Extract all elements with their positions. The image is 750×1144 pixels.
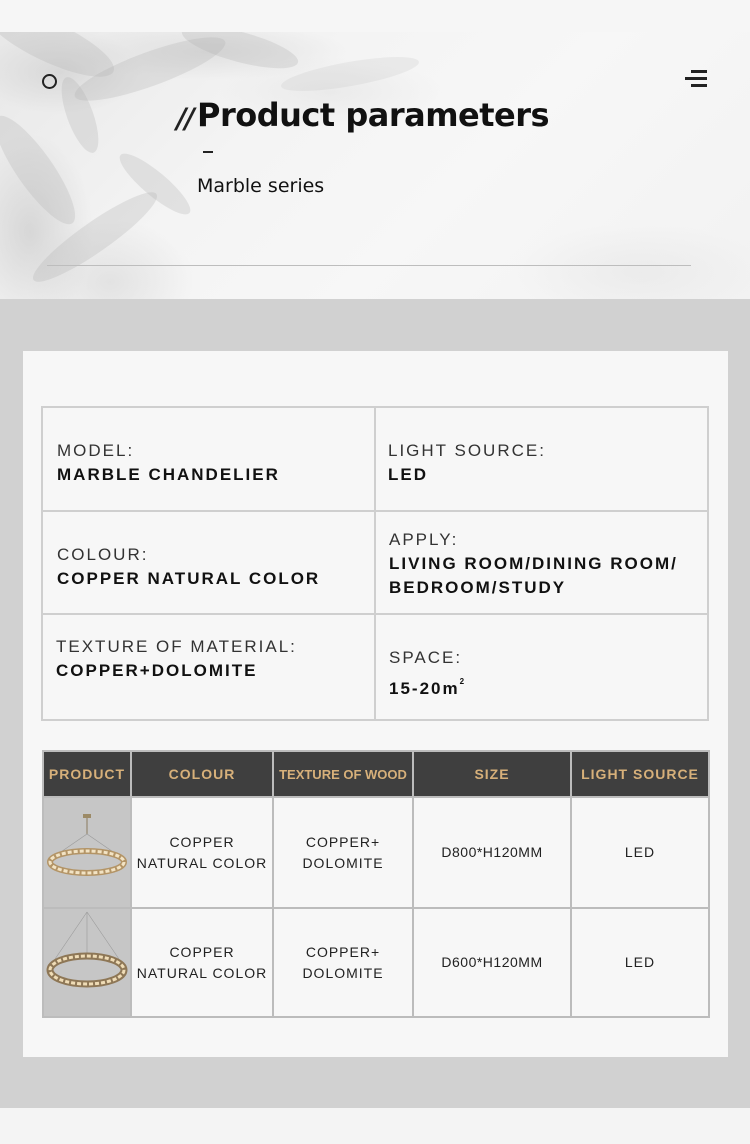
colour-cell — [132, 907, 274, 1016]
texture-line: DOLOMITE — [302, 854, 384, 871]
texture-cell — [274, 907, 414, 1016]
param-value: COPPER NATURAL COLOR — [57, 569, 321, 588]
param-model — [43, 408, 376, 512]
colour-line: NATURAL COLOR — [136, 854, 268, 871]
quote-mark: // — [176, 102, 193, 135]
light-source-cell: LED — [572, 796, 708, 907]
param-label: LIGHT SOURCE: — [388, 441, 546, 460]
param-value: LIVING ROOM/DINING ROOM/ — [389, 554, 678, 573]
light-source-cell: LED — [572, 907, 708, 1016]
param-value: COPPER+DOLOMITE — [56, 661, 258, 680]
colour-line: COPPER — [169, 943, 235, 960]
menu-icon[interactable] — [685, 70, 707, 88]
chandelier-image — [45, 800, 129, 905]
param-label: MODEL: — [57, 441, 135, 460]
texture-line: DOLOMITE — [302, 964, 384, 981]
header-light-source: LIGHT SOURCE — [572, 752, 708, 796]
space-value: 15-20m — [389, 679, 460, 698]
header-colour: COLOUR — [132, 752, 274, 796]
colour-cell — [132, 796, 274, 907]
colour-line: NATURAL COLOR — [136, 964, 268, 981]
top-strip — [0, 0, 750, 32]
page-subtitle: Marble series — [197, 175, 325, 197]
parameters-grid — [41, 406, 709, 721]
hero-banner — [0, 32, 750, 299]
param-label: SPACE: — [389, 648, 463, 667]
spec-table — [42, 750, 710, 1018]
circle-icon[interactable] — [42, 74, 57, 89]
param-label: TEXTURE OF MATERIAL: — [56, 637, 297, 656]
product-image — [44, 907, 132, 1016]
param-value: BEDROOM/STUDY — [389, 578, 567, 597]
bottom-strip — [0, 1108, 750, 1144]
texture-line: COPPER+ — [305, 833, 381, 850]
product-image — [44, 796, 132, 907]
colour-line: COPPER — [169, 833, 235, 850]
param-light-source — [376, 408, 707, 512]
param-colour — [43, 512, 376, 615]
param-label: APPLY: — [389, 530, 459, 549]
header-texture: TEXTURE OF WOOD — [274, 752, 414, 796]
space-unit-sup: 2 — [459, 677, 465, 686]
leaf-shadow — [279, 50, 421, 98]
param-value: MARBLE CHANDELIER — [57, 465, 280, 484]
chandelier-image — [45, 910, 129, 1015]
header-product: PRODUCT — [44, 752, 132, 796]
header-size: SIZE — [414, 752, 572, 796]
page-title: Product parameters — [197, 96, 550, 134]
size-cell: D600*H120MM — [414, 907, 572, 1016]
title-dash — [203, 151, 213, 153]
param-texture — [43, 615, 376, 719]
divider — [47, 265, 691, 266]
texture-line: COPPER+ — [305, 943, 381, 960]
param-space — [376, 615, 707, 719]
param-apply — [376, 512, 707, 615]
param-value: LED — [388, 465, 428, 484]
size-cell: D800*H120MM — [414, 796, 572, 907]
param-value — [389, 670, 464, 701]
param-label: COLOUR: — [57, 545, 149, 564]
texture-cell — [274, 796, 414, 907]
